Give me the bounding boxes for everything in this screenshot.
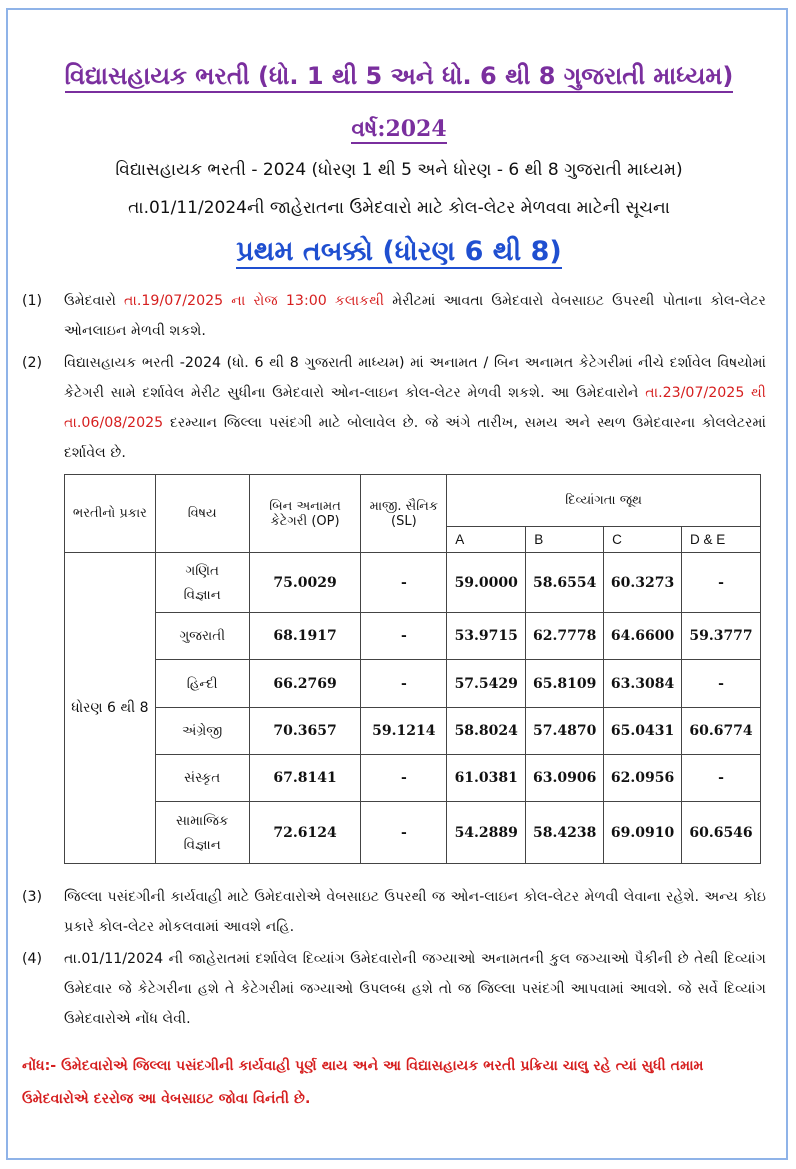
dis-c-cell: 69.0910 <box>604 802 682 864</box>
dis-b-cell: 65.8109 <box>526 660 604 708</box>
dis-a-cell: 59.0000 <box>447 553 526 613</box>
op-cell: 75.0029 <box>249 553 361 613</box>
dis-a-cell: 53.9715 <box>447 613 526 660</box>
paragraph-number: (2) <box>22 355 43 371</box>
subject-cell: ગણિત વિજ્ઞાન <box>155 553 249 613</box>
highlight-date: તા.19/07/2025 ના રોજ 13:00 કલાકથી <box>124 293 385 309</box>
dis-a-cell: 57.5429 <box>447 660 526 708</box>
phase-heading: પ્રથમ તબક્કો (ધોરણ 6 થી 8) <box>236 236 562 267</box>
dis-de-cell: 59.3777 <box>682 613 761 660</box>
table-row <box>65 755 761 802</box>
dis-b-cell: 63.0906 <box>526 755 604 802</box>
sl-cell: - <box>361 613 447 660</box>
paragraph-number: (1) <box>22 293 43 309</box>
header-dis-b: B <box>526 527 604 553</box>
sl-cell: - <box>361 755 447 802</box>
subject-cell: ગુજરાતી <box>155 613 249 660</box>
header-recruitment-type: ભરતીનો પ્રકાર <box>65 475 156 553</box>
notice-subtitle-line1: વિદ્યાસહાયક ભરતી - 2024 (ધોરણ 1 થી 5 અને ધોરણ - 6 થી 8 ગુજરાતી માધ્યમ) <box>115 160 683 180</box>
paragraph-number: (4) <box>22 951 43 967</box>
op-cell: 68.1917 <box>249 613 361 660</box>
header-ex-serviceman: માજી. સૈનિક (SL) <box>361 475 447 553</box>
dis-de-cell: - <box>682 660 761 708</box>
dis-c-cell: 65.0431 <box>604 708 682 755</box>
dis-b-cell: 58.4238 <box>526 802 604 864</box>
dis-de-cell: - <box>682 755 761 802</box>
paragraph-3 <box>22 882 766 942</box>
merit-table <box>64 474 761 864</box>
op-cell: 67.8141 <box>249 755 361 802</box>
subject-cell: સંસ્કૃત <box>155 755 249 802</box>
sl-cell: - <box>361 802 447 864</box>
table-row <box>65 660 761 708</box>
dis-de-cell: - <box>682 553 761 613</box>
sl-cell: 59.1214 <box>361 708 447 755</box>
sl-cell: - <box>361 660 447 708</box>
header-disability-group: દિવ્યાંગતા જૂથ <box>447 475 761 527</box>
paragraph-number: (3) <box>22 889 43 905</box>
dis-c-cell: 60.3273 <box>604 553 682 613</box>
notice-year: વર્ષ:2024 <box>351 116 447 142</box>
header-open-category: બિન અનામત કેટેગરી (OP) <box>249 475 361 553</box>
dis-a-cell: 58.8024 <box>447 708 526 755</box>
dis-c-cell: 62.0956 <box>604 755 682 802</box>
paragraph-text: ઉમેદવારો તા.19/07/2025 ના રોજ 13:00 કલાકથી મેરીટમાં આવતા ઉમેદવારો વેબસાઇટ ઉપરથી પોતાના કોલ-લેટર ઓનલાઇન મેળવી શકશે. <box>64 293 766 339</box>
dis-b-cell: 58.6554 <box>526 553 604 613</box>
paragraph-4 <box>22 944 766 1034</box>
header-subject: વિષય <box>155 475 249 553</box>
sl-cell: - <box>361 553 447 613</box>
paragraph-text: જિલ્લા પસંદગીની કાર્યવાહી માટે ઉમેદવારોએ વેબસાઇટ ઉપરથી જ ઓન-લાઇન કોલ-લેટર મેળવી લેવાના રહેશે. અન્ય કોઇ પ્રકારે કોલ-લેટર મોકલવામાં આવશે નહિ. <box>64 889 766 935</box>
table-row <box>65 708 761 755</box>
paragraph-2 <box>22 348 766 468</box>
table-row <box>65 553 761 613</box>
paragraph-text: વિદ્યાસહાયક ભરતી -2024 (ધો. 6 થી 8 ગુજરાતી માધ્યમ) માં અનામત / બિન અનામત કેટેગરીમાં નીચે દર્શાવેલ વિષયોમાં કેટેગરી સામે દર્શાવેલ મેરીટ સુધીના ઉમેદવારો ઓન-લાઇન કોલ-લેટર મેળવી શકશે. આ ઉમેદવારોને તા.23/07/2025 થી તા.06/08/2025 દરમ્યાન જિલ્લા પસંદગી માટે બોલાવેલ છે. જે અંગે તારીખ, સમય અને સ્થળ ઉમેદવારના કોલલેટરમાં દર્શાવેલ છે. <box>64 355 766 461</box>
subject-cell: અંગ્રેજી <box>155 708 249 755</box>
notice-title: વિદ્યાસહાયક ભરતી (ધો. 1 થી 5 અને ધો. 6 થી 8 ગુજરાતી માધ્યમ) <box>8 62 790 90</box>
header-dis-c: C <box>604 527 682 553</box>
dis-de-cell: 60.6774 <box>682 708 761 755</box>
notice-page <box>6 8 788 1160</box>
paragraph-1 <box>22 286 766 346</box>
subject-cell: હિન્દી <box>155 660 249 708</box>
dis-c-cell: 64.6600 <box>604 613 682 660</box>
dis-a-cell: 61.0381 <box>447 755 526 802</box>
paragraph-text: તા.01/11/2024 ની જાહેરાતમાં દર્શાવેલ દિવ્યાંગ ઉમેદવારોની જગ્યાઓ અનામતની કુલ જગ્યાઓ પૈકીની છે તેથી દિવ્યાંગ ઉમેદવાર જે કેટેગરીના હશે તે કેટેગરીમાં જગ્યાઓ ઉપલબ્ધ હશે તો જ જિલ્લા પસંદગી આપવામાં આવશે. જે સર્વે દિવ્યાંગ ઉમેદવારોએ નોંધ લેવી. <box>64 951 766 1027</box>
table-row <box>65 802 761 864</box>
dis-c-cell: 63.3084 <box>604 660 682 708</box>
group-label: ધોરણ 6 થી 8 <box>65 553 156 864</box>
highlight-date: તા.23/07/2025 થી તા.06/08/2025 <box>64 385 766 431</box>
header-dis-a: A <box>447 527 526 553</box>
notice-subtitle-line2: તા.01/11/2024ની જાહેરાતના ઉમેદવારો માટે કોલ-લેટર મેળવવા માટેની સૂચના <box>128 198 670 218</box>
op-cell: 70.3657 <box>249 708 361 755</box>
dis-b-cell: 62.7778 <box>526 613 604 660</box>
header-dis-de: D & E <box>682 527 761 553</box>
dis-a-cell: 54.2889 <box>447 802 526 864</box>
dis-de-cell: 60.6546 <box>682 802 761 864</box>
notice-note: નોંધ:- ઉમેદવારોએ જિલ્લા પસંદગીની કાર્યવાહી પૂર્ણ થાય અને આ વિદ્યાસહાયક ભરતી પ્રક્રિયા ચાલુ રહે ત્યાં સુધી તમામ ઉમેદવારોએ દરરોજ આ વેબસાઇટ જોવા વિનંતી છે. <box>22 1058 704 1107</box>
op-cell: 72.6124 <box>249 802 361 864</box>
subject-cell: સામાજિક વિજ્ઞાન <box>155 802 249 864</box>
dis-b-cell: 57.4870 <box>526 708 604 755</box>
op-cell: 66.2769 <box>249 660 361 708</box>
table-row <box>65 613 761 660</box>
